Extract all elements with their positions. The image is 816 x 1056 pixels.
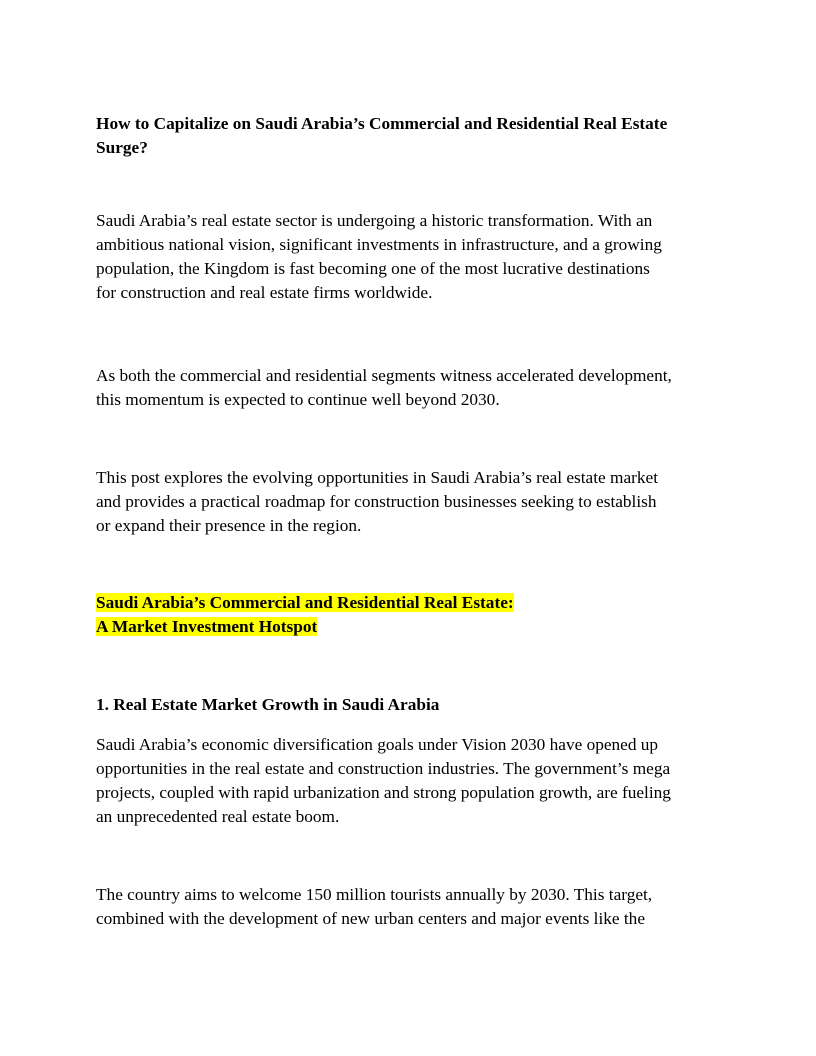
section-heading-line2: A Market Investment Hotspot	[96, 617, 318, 636]
subheading-market-growth: 1. Real Estate Market Growth in Saudi Arabia	[96, 695, 440, 714]
document-title: How to Capitalize on Saudi Arabia’s Commercial and Residential Real Estate Surge?	[96, 114, 668, 157]
momentum-paragraph: As both the commercial and residential segments witness accelerated development, this momentum is expected to continue well beyond 2030.	[96, 366, 672, 409]
section-heading-line1: Saudi Arabia’s Commercial and Residential Real Estate:	[96, 593, 514, 612]
intro-paragraph: Saudi Arabia’s real estate sector is undergoing a historic transformation. With an ambitious national vision, significant investments in infrastructure, and a growing population, the Kingdom is fast becoming one of the most lucrative destinations for construction and real estate firms worldwide.	[96, 211, 662, 302]
overview-paragraph: This post explores the evolving opportunities in Saudi Arabia’s real estate market and provides a practical roadmap for construction businesses seeking to establish or expand their presence in the region.	[96, 468, 658, 535]
growth-paragraph: Saudi Arabia’s economic diversification goals under Vision 2030 have opened up opportunities in the real estate and construction industries. The government’s mega projects, coupled with rapid urbanization and strong population growth, are fueling an unprecedented real estate boom.	[96, 735, 671, 826]
section-heading-highlighted	[96, 591, 736, 639]
tourism-paragraph: The country aims to welcome 150 million tourists annually by 2030. This target, combined with the development of new urban centers and major events like the	[96, 885, 653, 928]
